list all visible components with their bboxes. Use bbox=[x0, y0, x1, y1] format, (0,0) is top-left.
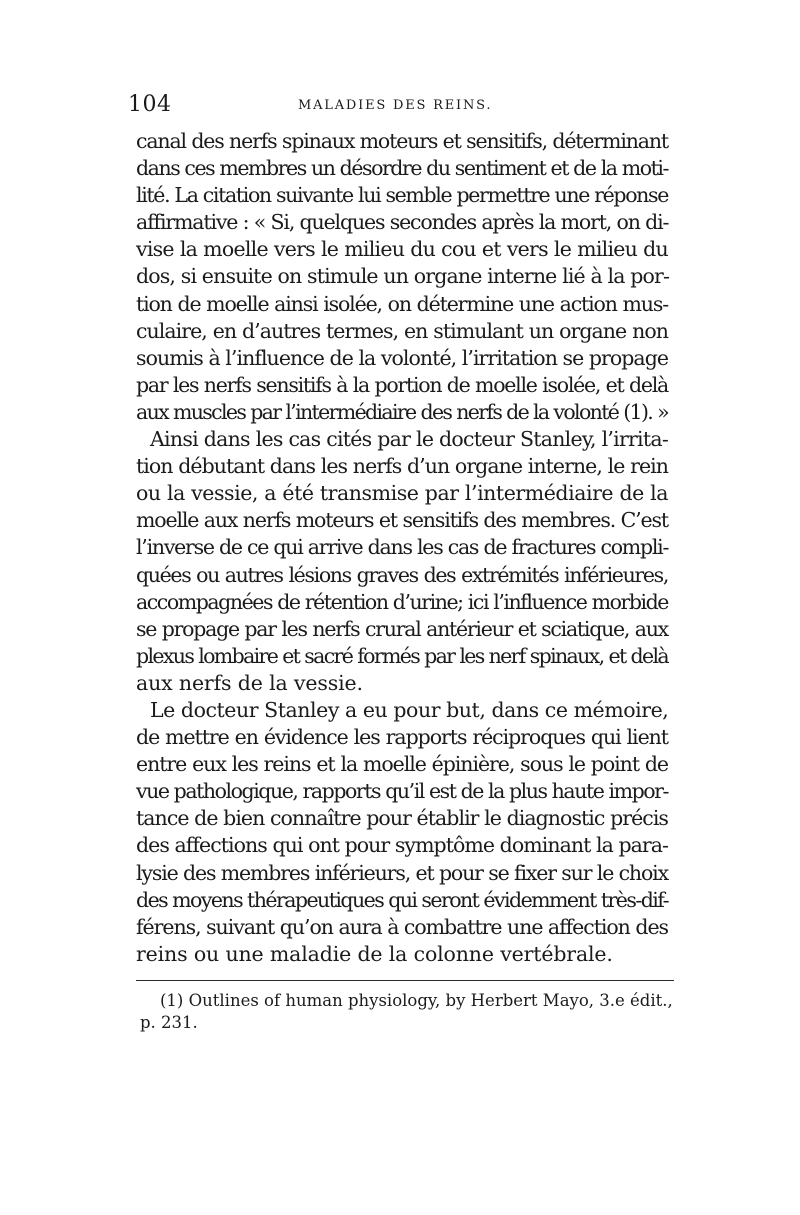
text-line: soumis à l’influence de la volonté, l’irritation se propage bbox=[136, 345, 669, 370]
text-line: tance de bien connaître pour établir le diagnostic précis bbox=[136, 806, 668, 831]
body-text bbox=[136, 128, 668, 968]
paragraph-end-line: aux nerfs de la vessie. bbox=[136, 670, 363, 695]
page-number: 104 bbox=[128, 92, 172, 117]
footnote-rule bbox=[136, 980, 674, 981]
paragraph-start-line: Ainsi dans les cas cités par le docteur Stanley, l’irrita- bbox=[150, 427, 668, 452]
text-line: lysie des membres inférieurs, et pour se fixer sur le choix bbox=[136, 860, 668, 885]
footnote-line: p. 231. bbox=[140, 1013, 198, 1032]
text-line: entre eux les reins et la moelle épinière, sous le point de bbox=[136, 752, 668, 777]
text-line: tion débutant dans les nerfs d’un organe interne, le rein bbox=[136, 454, 668, 479]
text-line: culaire, en d’autres termes, en stimulant un organe non bbox=[136, 318, 668, 343]
text-line: férens, suivant qu’on aura à combattre une affection des bbox=[136, 914, 668, 939]
text-line: des affections qui ont pour symptôme dominant la para- bbox=[136, 833, 668, 858]
running-head bbox=[128, 92, 668, 122]
text-line: vue pathologique, rapports qu’il est de la plus haute impor- bbox=[136, 779, 668, 804]
text-line: dans ces membres un désordre du sentiment et de la moti- bbox=[136, 156, 668, 181]
text-line: plexus lombaire et sacré formés par les nerf spinaux, et delà bbox=[136, 643, 668, 668]
text-line: affirmative : « Si, quelques secondes après la mort, on di- bbox=[136, 210, 669, 235]
text-line: tion de moelle ainsi isolée, on détermine une action mus- bbox=[136, 291, 668, 316]
text-line: canal des nerfs spinaux moteurs et sensitifs, déterminant bbox=[136, 129, 668, 153]
text-line: aux muscles par l’intermédiaire des nerfs de la volonté (1). » bbox=[136, 399, 668, 424]
text-line: lité. La citation suivante lui semble permettre une réponse bbox=[136, 183, 668, 208]
text-line: dos, si ensuite on stimule un organe interne lié à la por- bbox=[136, 264, 670, 289]
running-title: MALADIES DES REINS. bbox=[298, 98, 493, 113]
text-line: moelle aux nerfs moteurs et sensitifs des membres. C’est bbox=[136, 508, 668, 533]
text-line: se propage par les nerfs crural antérieur et sciatique, aux bbox=[136, 616, 668, 641]
footnote-line: (1) Outlines of human physiology, by Herbert Mayo, 3.e édit., bbox=[160, 991, 673, 1010]
text-line: l’inverse de ce qui arrive dans les cas de fractures compli- bbox=[136, 535, 669, 560]
text-line: des moyens thérapeutiques qui seront évidemment très-dif- bbox=[136, 887, 668, 912]
text-line: vise la moelle vers le milieu du cou et vers le milieu du bbox=[136, 237, 668, 262]
paragraph-start-line: Le docteur Stanley a eu pour but, dans ce mémoire, bbox=[150, 697, 669, 722]
footnote bbox=[140, 990, 674, 1034]
text-line: par les nerfs sensitifs à la portion de moelle isolée, et delà bbox=[136, 372, 668, 397]
paragraph-end-line: reins ou une maladie de la colonne vertébrale. bbox=[136, 941, 613, 966]
text-line: accompagnées de rétention d’urine; ici l’influence morbide bbox=[136, 589, 668, 614]
text-line: quées ou autres lésions graves des extrémités inférieures, bbox=[136, 562, 668, 587]
text-line: de mettre en évidence les rapports réciproques qui lient bbox=[136, 725, 668, 750]
text-line: ou la vessie, a été transmise par l’intermédiaire de la bbox=[136, 481, 668, 506]
